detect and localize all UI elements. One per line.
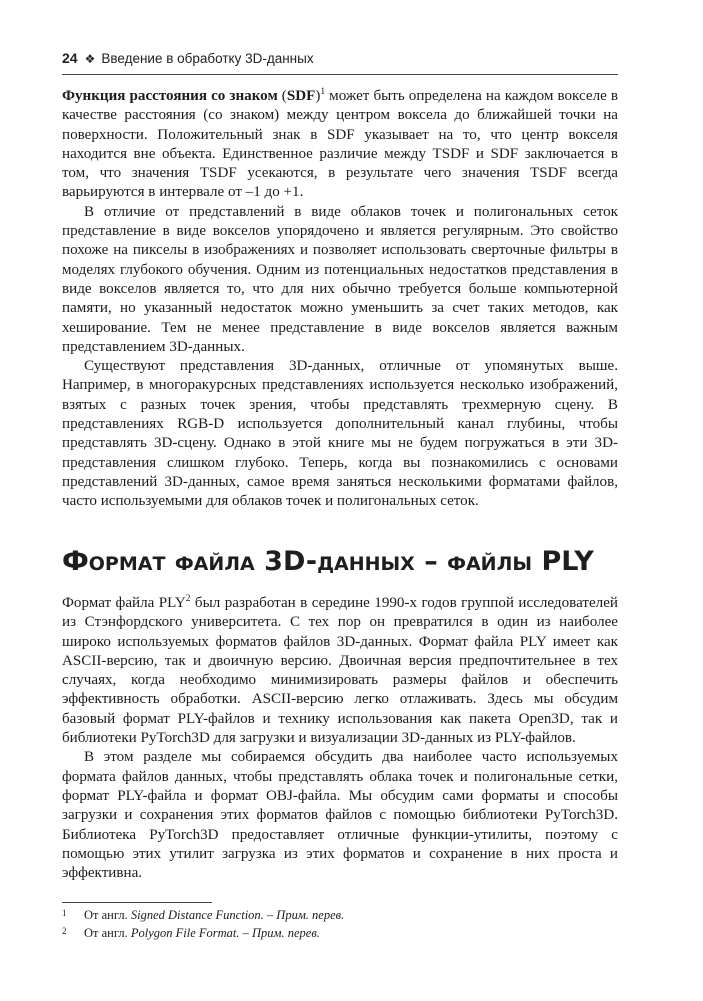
paragraph-ply-start: Формат файла PLY — [62, 595, 186, 611]
footnote-ref-2: 2 — [185, 594, 191, 604]
abbr-bold: SDF — [286, 88, 316, 104]
footnote-ref-1: 1 — [320, 87, 326, 97]
footnote-number: 2 — [62, 926, 67, 936]
footnote-prefix: От англ. — [84, 908, 131, 922]
paragraph-sdf — [62, 87, 618, 203]
text-block-voxels — [62, 87, 618, 512]
paren-close: ) — [315, 88, 321, 104]
paragraph-ply-text: был разработан в середине 1990-х годов группой исследователей из Стэнфордского университета. С тех пор он превратился в один из наиболее широко используемых форматов файлов 3D-данных. Формат файла PLY имеет как ASCII-версию, так и двоичную версию. Двоичная версия предпочтительнее в тех случаях, когда необходимо минимизировать размеры файлов и обеспечить эффективность обработки. ASCII-версию легко отлаживать. Здесь мы обсудим базовый формат PLY-файлов и технику использования как пакета Open3D, так и библиотеки PyTorch3D для загрузки и визуализации 3D-данных из PLY-файлов. — [62, 595, 618, 747]
ornament-icon: ❖ — [84, 52, 96, 66]
running-title: Введение в обработку 3D-данных — [101, 51, 314, 66]
paren-open: ( — [277, 88, 287, 104]
paragraph-voxel-properties: В отличие от представлений в виде облаков точек и полигональных сеток представление в виде вокселов упорядочено и является регулярным. Это свойство похоже на пикселы в изображениях и позволяет использовать сверточные фильтры в моделях глубокого обучения. Одним из потенциальных недостатков представления в виде вокселов является то, что для них обычно требуется больше компьютерной памяти, но указанный недостаток можно уменьшить за счет таких методов, как хеширование. Тем не менее представление в виде вокселов является важным представлением 3D-данных. — [62, 203, 618, 355]
paragraph-section-plan: В этом разделе мы собираемся обсудить два наиболее часто используемых формата файлов данных, чтобы представлять облака точек и полигональные сетки, формат PLY-файла и формат OBJ-файла. Мы обсудим сами форматы и способы загрузки и сохранения этих форматов файлов с помощью библиотеки PyTorch3D. Библиотека PyTorch3D предоставляет отличные функции-утилиты, поэтому с помощью этих утилит загрузка из этих форматов и сохранение в них проста и эффективна. — [62, 749, 618, 882]
footnote-italic: Polygon File Format. – Прим. перев. — [130, 926, 320, 940]
footnotes — [62, 906, 618, 942]
page-number: 24 — [62, 50, 78, 66]
footnote-number: 1 — [62, 908, 67, 918]
footnote-prefix: От англ. — [84, 926, 131, 940]
header-rule — [62, 74, 618, 75]
running-header — [62, 50, 618, 72]
paragraph-ply-intro — [62, 594, 618, 748]
footnote-italic: Signed Distance Function. – Прим. перев. — [130, 908, 345, 922]
term-bold: Функция расстояния со знаком — [62, 88, 278, 104]
footnote-2 — [62, 924, 618, 942]
section-heading: Формат файла 3D-данных – файлы PLY — [62, 546, 594, 577]
footnote-rule — [62, 902, 212, 903]
text-block-ply — [62, 594, 618, 883]
paragraph-sdf-text: может быть определена на каждом вокселе в качестве расстояния (со знаком) между центром воксела до ближайшей точки на поверхности. Положительный знак в SDF указывает на то, что центр вокселя находится вне объекта. Единственное различие между TSDF и SDF заключается в том, что значения TSDF усекаются, в результате чего значения TSDF всегда варьируются в интервале от –1 до +1. — [62, 88, 618, 201]
paragraph-other-representations: Существуют представления 3D-данных, отличные от упомянутых выше. Например, в многоракурсных представлениях используется несколько изображений, взятых с разных точек зрения, чтобы представлять трехмерную сцену. В представлениях RGB-D используется дополнительный канал глубины, чтобы представлять 3D-сцену. Однако в этой книге мы не будем погружаться в эти 3D-представления слишком глубоко. Теперь, когда вы познакомились с основами представлений 3D-данных, самое время заняться несколькими форматами файлов, часто используемыми для облаков точек и полигональных сеток. — [62, 358, 618, 510]
footnote-1 — [62, 906, 618, 924]
